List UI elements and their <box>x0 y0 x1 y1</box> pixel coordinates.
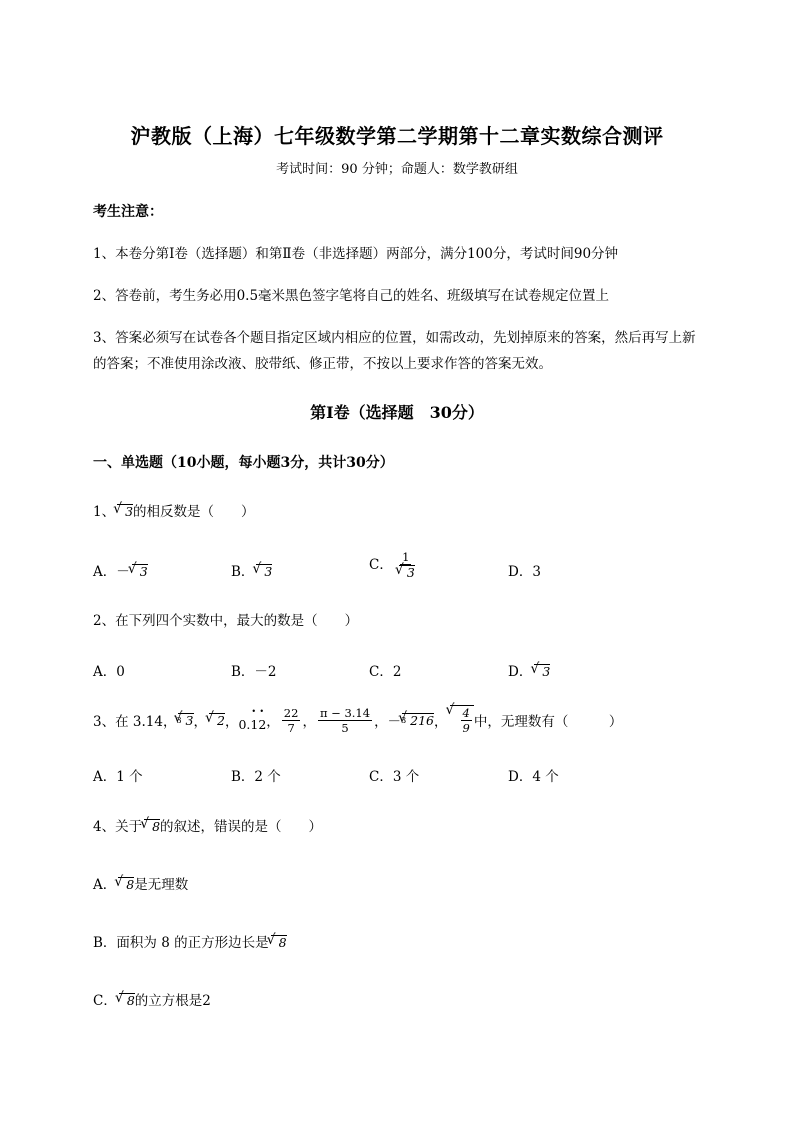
question-3: 3、在 3.14， 3 √ 3 ， √ 2 ， 0.1 •2 • ， $\frac{22}{7}$ ， $\frac{\pi - 3.14}{5}$ ，－ 3 √ 216 ， √ $\frac{4}{9}$ 中，无理数有（ ） <box>93 705 622 736</box>
q1-option-a[interactable]: A．－√ 3 <box>93 560 148 580</box>
q3-sqrt2: √ 2 <box>209 713 225 728</box>
q2-option-d[interactable]: D．√ 3 <box>508 660 550 680</box>
q1-option-b[interactable]: B．√ 3 <box>231 560 272 580</box>
q3-option-d[interactable]: D．4 个 <box>508 769 559 785</box>
question-2: 2、在下列四个实数中，最大的数是（ ） <box>93 613 359 629</box>
question-4: 4、关于√ 8的叙述，错误的是（ ） <box>93 815 322 835</box>
q2-option-a[interactable]: A．0 <box>93 664 125 680</box>
q1-radical: √ 3 <box>117 504 133 519</box>
notice-item-1: 1、本卷分第Ⅰ卷（选择题）和第Ⅱ卷（非选择题）两部分，满分100分，考试时间90分钟 <box>93 246 619 262</box>
q4-option-a[interactable]: A．√ 8是无理数 <box>93 873 188 893</box>
q3-option-a[interactable]: A．1 个 <box>93 769 143 785</box>
notice-item-3-cont: 的答案；不准使用涂改液、胶带纸、修正带，不按以上要求作答的答案无效。 <box>93 356 552 372</box>
q1-c-fraction: 1 √ 3 <box>395 550 417 581</box>
question-1 <box>93 500 255 520</box>
q3-repeating-decimal: 0.1 •2 • <box>238 717 266 732</box>
q3-frac-22-7: $\frac{22}{7}$ <box>283 705 299 735</box>
q2-option-b[interactable]: B．－2 <box>231 664 277 680</box>
q1-b-radical: √ 3 <box>256 564 272 579</box>
q3-option-b[interactable]: B．2 个 <box>231 769 281 785</box>
notice-heading: 考生注意： <box>93 204 163 220</box>
q3-sqrt-fraction: √ $\frac{4}{9}$ <box>450 705 474 736</box>
part-heading: 一、单选题（10小题，每小题3分，共计30分） <box>93 455 394 471</box>
q3-cube-root-216: √ 216 <box>402 713 434 728</box>
q2-option-c[interactable]: C．2 <box>369 664 402 680</box>
section-title: 第Ⅰ卷（选择题 30分） <box>310 403 484 422</box>
q4-radical: √ 8 <box>144 819 160 834</box>
q1-a-radical: √ 3 <box>132 564 148 579</box>
q4-option-c[interactable]: C．√ 8的立方根是2 <box>93 989 211 1009</box>
q1-suffix: 的相反数是（ ） <box>133 504 255 520</box>
exam-subtitle: 考试时间：90 分钟；命题人：数学教研组 <box>276 162 518 177</box>
q1-option-c[interactable]: C． 1 √ 3 <box>369 550 419 581</box>
notice-item-2: 2、答卷前，考生务必用0.5毫米黑色签字笔将自己的姓名、班级填写在试卷规定位置上 <box>93 288 610 304</box>
q2-d-radical: √ 3 <box>534 664 550 679</box>
q4-option-b[interactable]: B．面积为 8 的正方形边长是√ 8 <box>93 931 287 951</box>
q3-cube-root: √ 3 <box>178 713 194 728</box>
q1-option-d[interactable]: D．3 <box>508 564 541 580</box>
q3-frac-pi: $\frac{\pi - 3.14}{5}$ <box>319 705 371 735</box>
exam-title: 沪教版（上海）七年级数学第二学期第十二章实数综合测评 <box>130 124 664 148</box>
q1-prefix: 1、 <box>93 504 116 520</box>
q3-option-c[interactable]: C．3 个 <box>369 769 420 785</box>
notice-item-3: 3、答案必须写在试卷各个题目指定区域内相应的位置，如需改动，先划掉原来的答案，然后再写上新 <box>93 330 696 346</box>
